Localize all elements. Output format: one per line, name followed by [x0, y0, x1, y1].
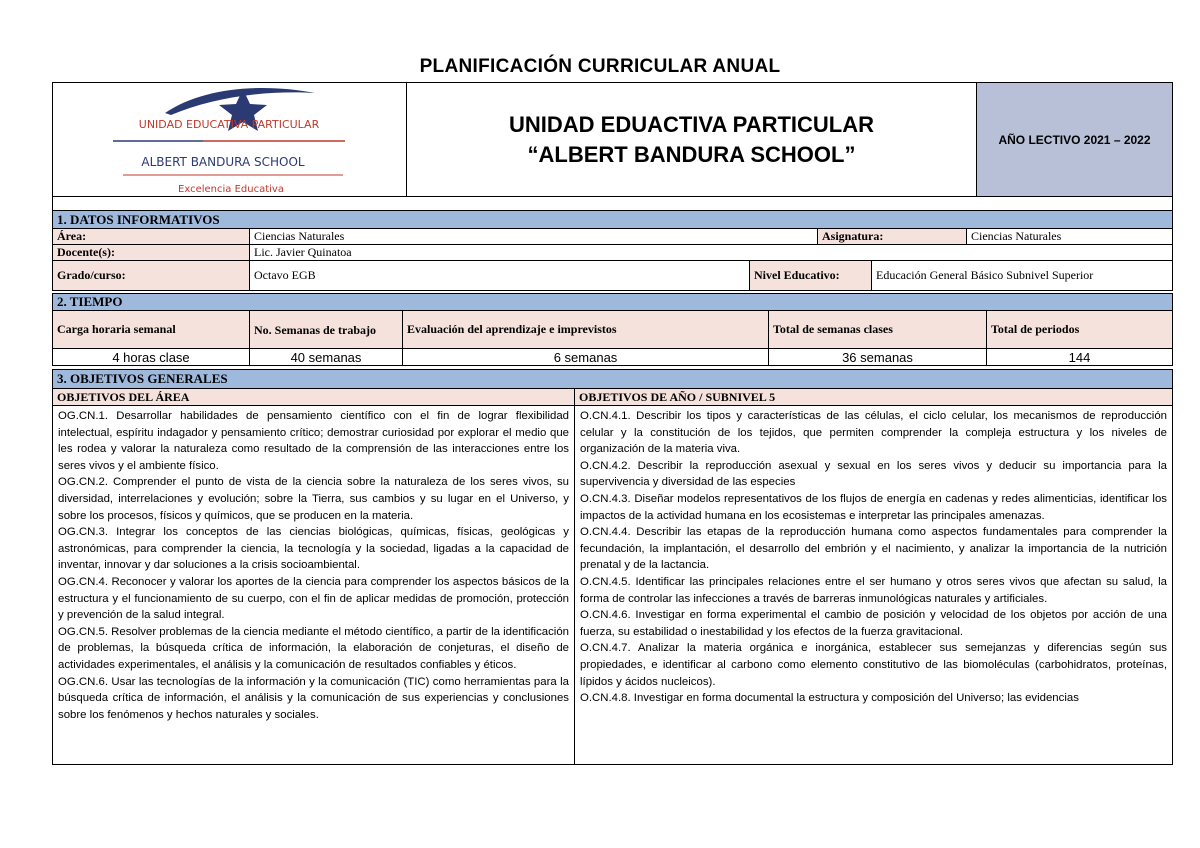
- nivel-label: Nivel Educativo:: [750, 261, 872, 291]
- header-evaluacion: Evaluación del aprendizaje e imprevistos: [403, 311, 769, 349]
- year-objective: O.CN.4.8. Investigar en forma documental la estructura y composición del Universo; las evidencias: [580, 692, 1079, 705]
- value-evaluacion: 6 semanas: [403, 349, 769, 366]
- document-title: PLANIFICACIÓN CURRICULAR ANUAL: [419, 56, 781, 77]
- year-objectives-cell: [575, 406, 1173, 765]
- header-objetivos-area: OBJETIVOS DEL ÁREA: [53, 389, 575, 406]
- header-carga-horaria: Carga horaria semanal: [53, 311, 250, 349]
- grado-label: Grado/curso:: [53, 261, 250, 291]
- section-title-tiempo: 2. TIEMPO: [53, 294, 1173, 311]
- year-objective: O.CN.4.6. Investigar en forma experimental el cambio de posición y velocidad de los objetos por acción de una fuerza, su estabilidad o inestabilidad y los efectos de la fuerza gravitacional.: [580, 609, 1167, 638]
- year-objective: O.CN.4.3. Diseñar modelos representativos de los flujos de energía en cadenas y redes alimenticias, identificar los impactos de la actividad humana en los ecosistemas e interpretar las principales amenazas.: [580, 492, 1167, 522]
- value-carga-horaria: 4 horas clase: [53, 349, 250, 366]
- asignatura-label: Asignatura:: [818, 229, 967, 245]
- tiempo-table: [52, 293, 1173, 366]
- year-objective: O.CN.4.5. Identificar las principales relaciones entre el ser humano y otros seres vivos que afectan su salud, la forma de controlar las infecciones a través de barreras inmunológicas naturales y artificiales.: [580, 575, 1167, 605]
- section-title-objetivos: 3. OBJETIVOS GENERALES: [53, 370, 1173, 389]
- docente-value: Lic. Javier Quinatoa: [250, 245, 1173, 261]
- area-value: Ciencias Naturales: [250, 229, 818, 245]
- school-logo: [53, 83, 407, 196]
- header-table: [52, 82, 1173, 212]
- value-semanas-trabajo: 40 semanas: [250, 349, 403, 366]
- logo-line1: UNIDAD EDUCATIVA PARTICULAR: [138, 118, 320, 131]
- year-objective: O.CN.4.1. Describir los tipos y características de las células, el ciclo celular, los mecanismos de reproducción celular y la constitución de los tejidos, que permiten comprender la compleja estructura y los niveles de organización de la materia viva.: [580, 410, 1167, 456]
- header-objetivos-anio: OBJETIVOS DE AÑO / SUBNIVEL 5: [575, 389, 1173, 406]
- year-objective: O.CN.4.7. Analizar la materia orgánica e inorgánica, establecer sus semejanzas y diferencias según sus propiedades, e identificar al carbono como elemento constitutivo de las biomoléculas (carbohidratos, proteínas, lípidos y ácidos nucleicos).: [580, 642, 1167, 688]
- area-objective: OG.CN.2. Comprender el punto de vista de la ciencia sobre la naturaleza de los seres vivos, su diversidad, interrelaciones y evolución; sobre la Tierra, sus cambios y su lugar en el Universo, y sobre los procesos, físicos y químicos, que se producen en la materia.: [58, 476, 569, 522]
- area-label: Área:: [53, 229, 250, 245]
- area-objective: OG.CN.5. Resolver problemas de la ciencia mediante el método científico, a partir de la identificación de problemas, la búsqueda crítica de información, la elaboración de conjeturas, el diseño de actividades experimentales, el análisis y la comunicación de resultados confiables y éticos.: [58, 625, 569, 671]
- nivel-value: Educación General Básico Subnivel Superior: [872, 261, 1173, 291]
- value-total-semanas: 36 semanas: [769, 349, 987, 366]
- school-name-line2: “ALBERT BANDURA SCHOOL”: [527, 141, 856, 167]
- logo-cell: [53, 83, 407, 197]
- docente-label: Docente(s):: [53, 245, 250, 261]
- logo-line2: ALBERT BANDURA SCHOOL: [141, 155, 305, 169]
- header-total-periodos: Total de periodos: [987, 311, 1173, 349]
- school-year-cell: [977, 83, 1173, 197]
- value-total-periodos: 144: [987, 349, 1173, 366]
- area-objective: OG.CN.4. Reconocer y valorar los aportes de la ciencia para comprender los aspectos básicos de la estructura y el funcionamiento de su cuerpo, con el fin de aplicar medidas de promoción, protección y prevención de la salud integral.: [58, 575, 569, 622]
- year-objective: O.CN.4.4. Describir las etapas de la reproducción humana como aspectos fundamentales para comprender la fecundación, la implantación, el desarrollo del embrión y el nacimiento, y analizar la importancia de la nutrición prenatal y de la lactancia.: [580, 526, 1167, 572]
- school-year: AÑO LECTIVO 2021 – 2022: [998, 132, 1151, 147]
- school-name-line1: UNIDAD EDUACTIVA PARTICULAR: [508, 111, 875, 137]
- area-objective: OG.CN.3. Integrar los conceptos de las ciencias biológicas, químicas, físicas, geológicas y astronómicas, para comprender la ciencia, la tecnología y la sociedad, ligadas a la capacidad de inventar, innovar y dar soluciones a la crisis socioambiental.: [58, 526, 569, 572]
- school-name-cell: [407, 83, 977, 197]
- header-total-semanas: Total de semanas clases: [769, 311, 987, 349]
- grado-value: Octavo EGB: [250, 261, 750, 291]
- area-objective: OG.CN.6. Usar las tecnologías de la información y la comunicación (TIC) como herramientas para la búsqueda crítica de información, el análisis y la comunicación de sus experiencias y conclusiones sobre los fenómenos y hechos naturales y sociales.: [58, 675, 569, 721]
- area-objectives-cell: [53, 406, 575, 765]
- asignatura-value: Ciencias Naturales: [967, 229, 1173, 245]
- area-objective: OG.CN.1. Desarrollar habilidades de pensamiento científico con el fin de lograr flexibilidad intelectual, espíritu indagador y pensamiento crítico; demostrar curiosidad por explorar el medio que les rodea y valorar la naturaleza como resultado de la comprensión de las interacciones entre los seres vivos y el ambiente físico.: [58, 410, 569, 472]
- objetivos-table: [52, 369, 1173, 765]
- section-title-datos: 1. DATOS INFORMATIVOS: [53, 211, 1173, 229]
- year-objective: O.CN.4.2. Describir la reproducción asexual y sexual en los seres vivos y deducir su importancia para la supervivencia y diversidad de las especies: [580, 459, 1167, 489]
- logo-line3: Excelencia Educativa: [178, 184, 284, 195]
- header-semanas-trabajo: No. Semanas de trabajo: [250, 311, 403, 349]
- datos-informativos-table: [52, 210, 1173, 291]
